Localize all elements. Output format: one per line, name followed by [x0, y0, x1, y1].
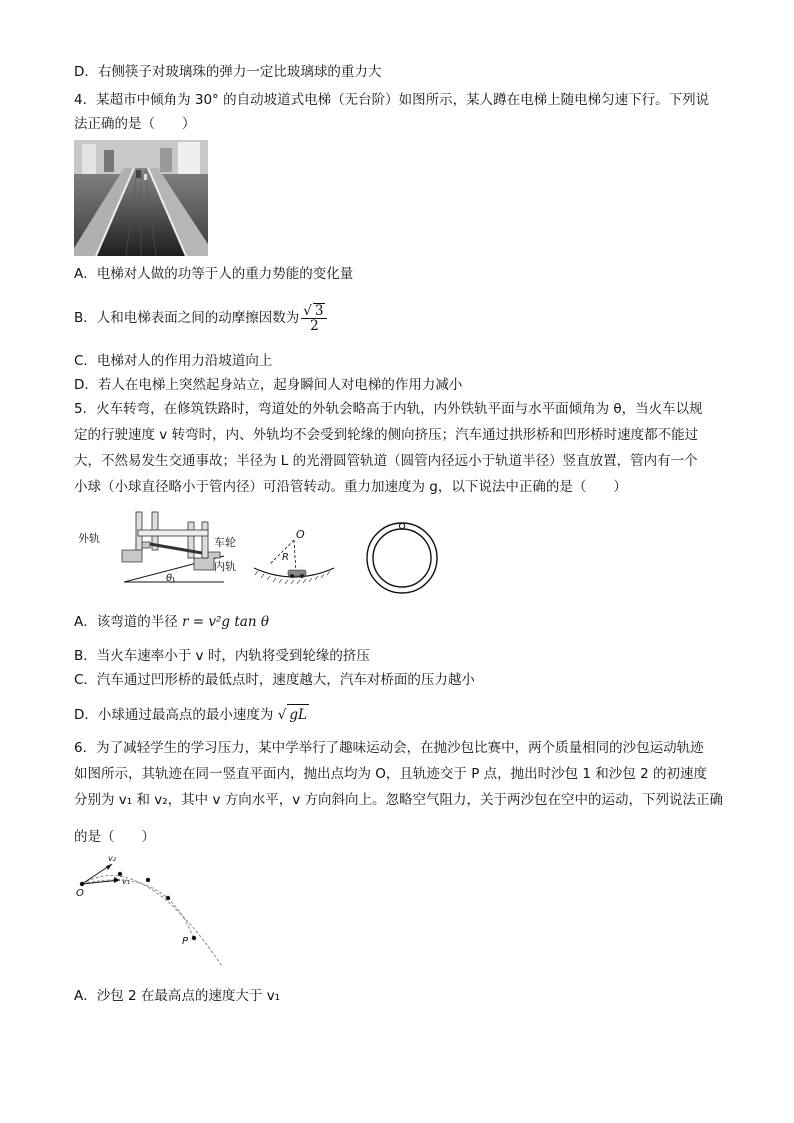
q5-stem-line1: 5．火车转弯，在修筑铁路时，弯道处的外轨会略高于内轨，内外铁轨平面与水平面倾角为 θ，当火车以规	[74, 401, 703, 417]
q6-stem-line4: 的是（ ）	[74, 829, 155, 845]
q4-option-a: A．电梯对人做的功等于人的重力势能的变化量	[74, 266, 354, 282]
trajectory-p-label: P	[182, 936, 189, 947]
bridge-r-label: R	[282, 552, 289, 563]
q4-option-c: C．电梯对人的作用力沿坡道向上	[74, 353, 273, 369]
concave-bridge-diagram	[250, 528, 340, 588]
q4-option-b-fraction: $\frac{√ 3}{2}$	[301, 303, 327, 333]
bridge-o-label: O	[296, 528, 305, 541]
q4-option-b-text: B．人和电梯表面之间的动摩擦因数为	[74, 310, 300, 326]
trajectory-diagram	[72, 850, 252, 972]
q6-stem-line3: 分别为 v₁ 和 v₂，其中 v 方向水平，v 方向斜向上。忽略空气阻力，关于两沙包在空中的运动，下列说法正确	[74, 792, 724, 808]
q4-stem-line1: 4．某超市中倾角为 30° 的自动坡道式电梯（无台阶）如图所示，某人蹲在电梯上随电梯匀速下行。下列说	[74, 92, 710, 108]
rail-inner-label: 内轨	[214, 560, 236, 573]
rail-wheel-label: 车轮	[214, 536, 236, 549]
q4-stem-line2: 法正确的是（ ）	[74, 116, 196, 132]
q5-option-a-text: A．该弯道的半径	[74, 614, 178, 630]
q5-option-a	[74, 612, 269, 632]
q4-option-b-denominator: 2	[310, 318, 319, 334]
q5-option-d: D．小球通过最高点的最小速度为 √ gL	[74, 704, 309, 725]
q5-option-a-formula: r = v²g tan θ	[182, 614, 269, 630]
q4-option-b-numerator: 3	[314, 303, 324, 319]
rail-outer-label: 外轨	[78, 532, 100, 545]
q5-option-c: C．汽车通过凹形桥的最低点时，速度越大，汽车对桥面的压力越小	[74, 672, 475, 688]
q4-option-d: D．若人在电梯上突然起身站立，起身瞬间人对电梯的作用力减小	[74, 377, 463, 393]
rail-curve-diagram	[74, 508, 250, 588]
q5-stem-line2: 定的行驶速度 v 转弯时，内、外轨均不会受到轮缘的侧向挤压；汽车通过拱形桥和凹形桥时速度都不能过	[74, 427, 699, 443]
q5-option-b: B．当火车速率小于 v 时，内轨将受到轮缘的挤压	[74, 648, 370, 664]
q3-option-d: D．右侧筷子对玻璃珠的弹力一定比玻璃球的重力大	[74, 64, 382, 80]
q4-option-b	[74, 303, 329, 333]
q6-option-a: A．沙包 2 在最高点的速度大于 v₁	[74, 988, 281, 1004]
q5-option-d-text: D．小球通过最高点的最小速度为	[74, 707, 274, 723]
trajectory-v1-label: v₁	[122, 877, 130, 886]
trajectory-v2-label: v₂	[108, 854, 116, 863]
q5-stem-line3: 大，不然易发生交通事故；半径为 L 的光滑圆管轨道（圆管内径远小于轨道半径）竖直放置，管内有一个	[74, 453, 698, 469]
q6-stem-line1: 6．为了减轻学生的学习压力，某中学举行了趣味运动会，在抛沙包比赛中，两个质量相同的沙包运动轨迹	[74, 740, 704, 756]
q5-option-d-formula: gL	[287, 704, 309, 725]
q5-stem-line4: 小球（小球直径略小于管内径）可沿管转动。重力加速度为 g，以下说法中正确的是（ ）	[74, 479, 627, 495]
circular-tube-diagram	[362, 518, 442, 598]
q6-stem-line2: 如图所示，其轨迹在同一竖直平面内，抛出点均为 O，且轨迹交于 P 点，抛出时沙包 1 和沙包 2 的初速度	[74, 766, 707, 782]
trajectory-o-label: O	[76, 888, 84, 899]
rail-theta-label: θ	[166, 573, 173, 584]
escalator-photo	[74, 140, 208, 256]
